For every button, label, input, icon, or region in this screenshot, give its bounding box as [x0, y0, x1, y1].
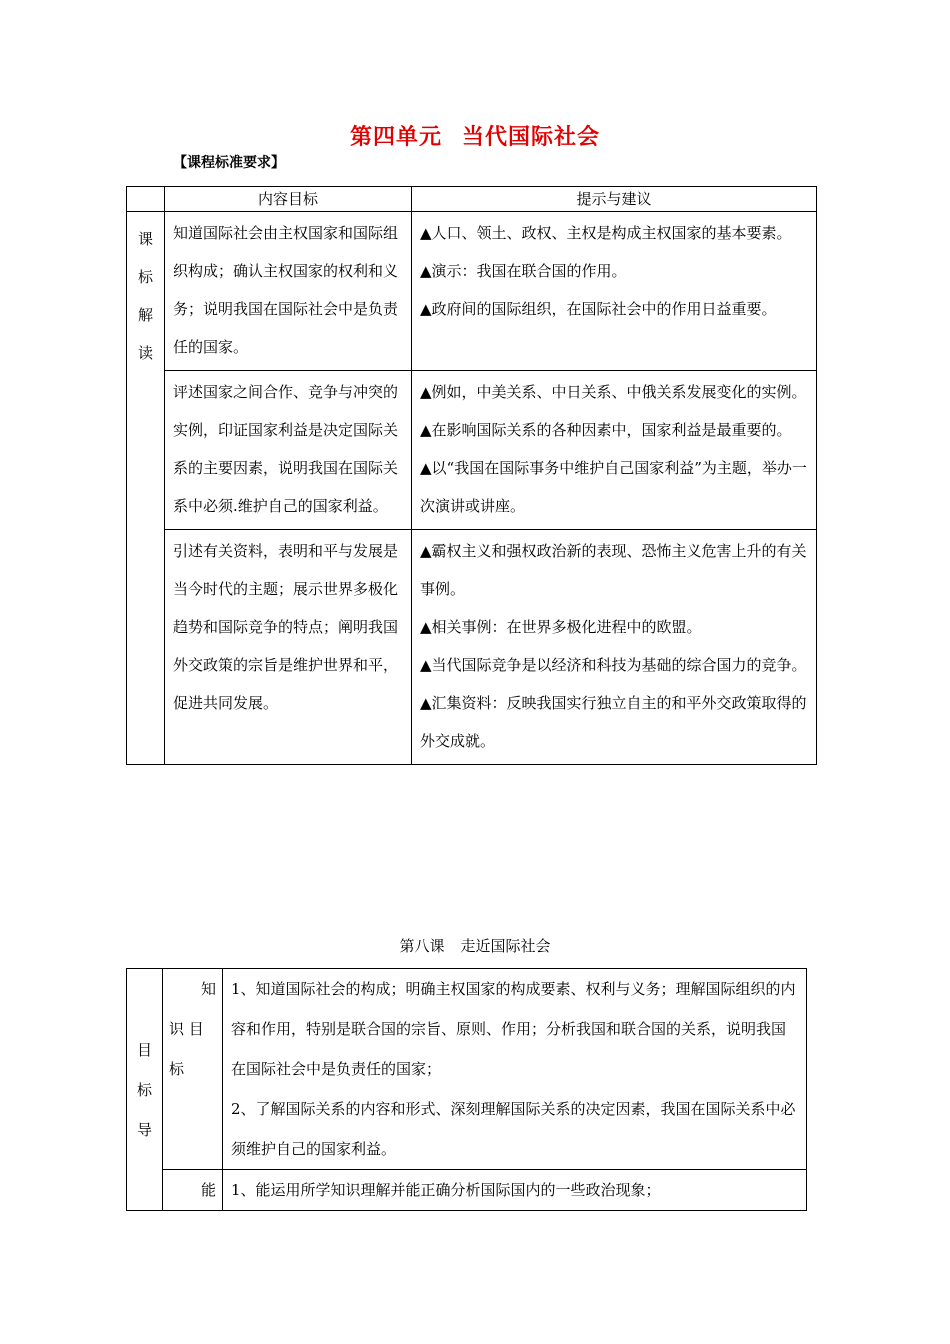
hint-item: ▲演示：我国在联合国的作用。: [420, 262, 627, 280]
hint-item: ▲汇集资料：反映我国实行独立自主的和平外交政策取得的外交成就。: [420, 694, 807, 750]
side-label-char: 读: [137, 344, 153, 362]
side-label-char: 目: [136, 1040, 152, 1059]
hint-item: ▲政府间的国际组织，在国际社会中的作用日益重要。: [420, 300, 777, 318]
side-label-cell: [127, 212, 165, 765]
side-label-char: 标: [137, 268, 153, 286]
goals-side-label: [127, 969, 163, 1211]
knowledge-label-line: 标: [169, 1060, 185, 1078]
hints-cell: [412, 212, 817, 371]
ability-goal-label: 能: [163, 1170, 223, 1211]
ability-goal-content: [223, 1170, 807, 1211]
side-label-char: 解: [137, 306, 153, 324]
table-row: [127, 530, 817, 765]
hints-cell: [412, 371, 817, 530]
table-row: [127, 969, 807, 1170]
hint-item: ▲当代国际竞争是以经济和科技为基础的综合国力的竞争。: [420, 656, 807, 674]
hint-item: ▲霸权主义和强权政治新的表现、恐怖主义危害上升的有关事例。: [420, 542, 807, 598]
hint-item: ▲例如，中美关系、中日关系、中俄关系发展变化的实例。: [420, 383, 807, 401]
table-row: [127, 371, 817, 530]
header-empty-cell: [127, 187, 165, 212]
hint-item: ▲相关事例：在世界多极化进程中的欧盟。: [420, 618, 702, 636]
goal-cell: 评述国家之间合作、竞争与冲突的实例，印证国家利益是决定国际关系的主要因素，说明我国在国际关系中必须.维护自己的国家利益。: [165, 371, 412, 530]
table-header-row: [127, 187, 817, 212]
unit-title-number: 第四单元: [349, 125, 442, 150]
goals-table: [126, 968, 807, 1211]
hints-cell: [412, 530, 817, 765]
hint-item: ▲人口、领土、政权、主权是构成主权国家的基本要素。: [420, 224, 792, 242]
table-row: [127, 212, 817, 371]
goal-cell: 知道国际社会由主权国家和国际组织构成；确认主权国家的权利和义务；说明我国在国际社会中是负责任的国家。: [165, 212, 412, 371]
knowledge-goal-content: [223, 969, 807, 1170]
side-label-char: 导: [136, 1120, 152, 1139]
ability-item: 1、能运用所学知识理解并能正确分析国际国内的一些政治现象；: [231, 1181, 661, 1199]
header-hints: 提示与建议: [412, 187, 817, 212]
knowledge-item: 1、知道国际社会的构成；明确主权国家的构成要素、权利与义务；理解国际组织的内容和作用，特别是联合国的宗旨、原则、作用；分析我国和联合国的关系，说明我国在国际社会中是负责任的国家；: [231, 980, 796, 1078]
section-label: 【课程标准要求】: [173, 155, 285, 171]
knowledge-label-line: 知: [200, 980, 216, 998]
side-label-char: 课: [137, 230, 153, 248]
hint-item: ▲以“我国在国际事务中维护自己国家利益”为主题，举办一次演讲或讲座。: [420, 459, 807, 515]
knowledge-item: 2、了解国际关系的内容和形式、深刻理解国际关系的决定因素，我国在国际关系中必须维护自己的国家利益。: [231, 1100, 796, 1158]
lesson-title: [0, 935, 950, 956]
knowledge-label-line: 识 目: [169, 1020, 204, 1038]
side-label-char: 标: [136, 1080, 152, 1099]
goal-cell: 引述有关资料，表明和平与发展是当今时代的主题；展示世界多极化趋势和国际竞争的特点；阐明我国外交政策的宗旨是维护世界和平，促进共同发展。: [165, 530, 412, 765]
curriculum-standards-table: [126, 186, 817, 765]
header-content-goal: 内容目标: [165, 187, 412, 212]
table-row: [127, 1170, 807, 1211]
unit-title-name: 当代国际社会: [462, 125, 601, 150]
lesson-name: 走近国际社会: [460, 937, 551, 955]
knowledge-goal-label: [163, 969, 223, 1170]
lesson-number: 第八课: [399, 937, 445, 955]
unit-title: [0, 120, 950, 151]
hint-item: ▲在影响国际关系的各种因素中，国家利益是最重要的。: [420, 421, 792, 439]
